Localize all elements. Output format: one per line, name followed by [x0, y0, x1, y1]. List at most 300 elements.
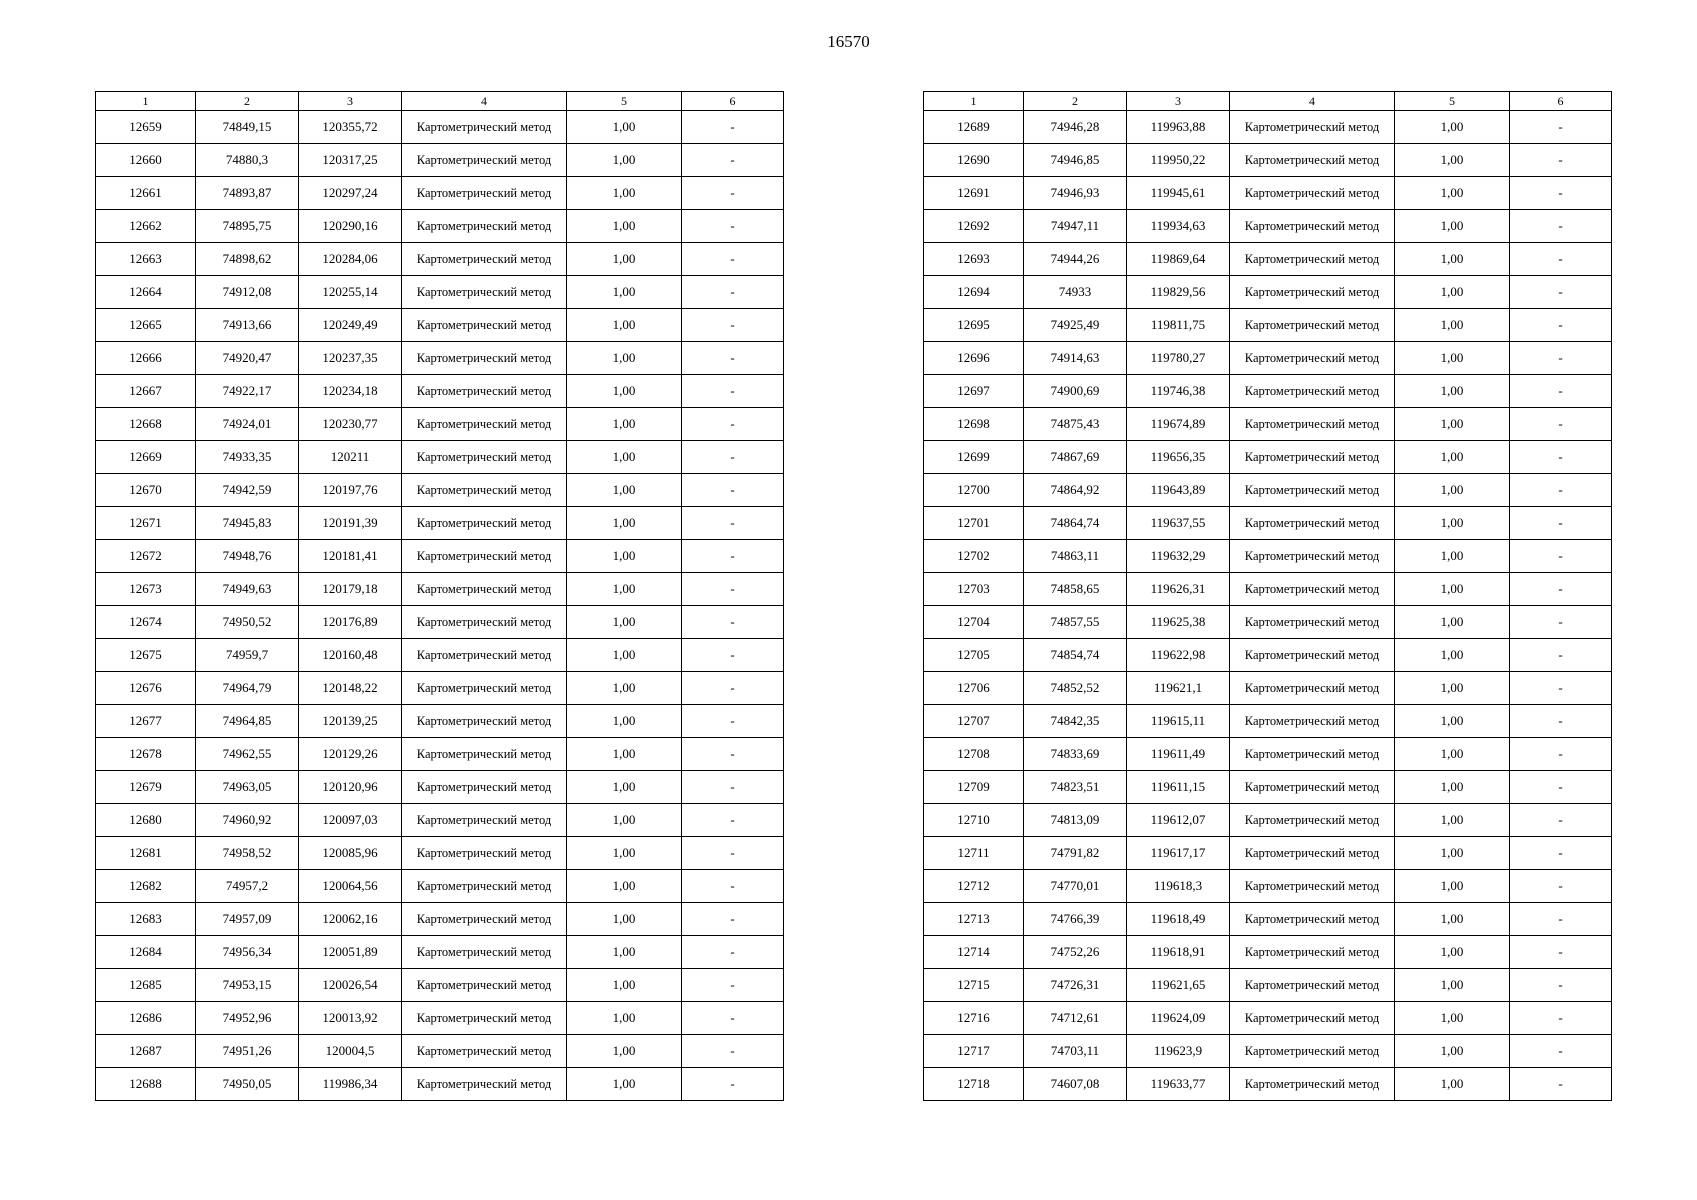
- table-cell: 12660: [96, 144, 196, 177]
- table-cell: Картометрический метод: [402, 342, 567, 375]
- table-cell: 12694: [924, 276, 1024, 309]
- table-cell: 119637,55: [1127, 507, 1230, 540]
- table-cell: 74956,34: [196, 936, 299, 969]
- table-cell: 1,00: [567, 408, 682, 441]
- table-row: [924, 1068, 1612, 1101]
- table-cell: Картометрический метод: [402, 408, 567, 441]
- table-header-row: [924, 92, 1612, 111]
- table-cell: 12701: [924, 507, 1024, 540]
- table-cell: 12704: [924, 606, 1024, 639]
- table-cell: 1,00: [567, 177, 682, 210]
- table-cell: 74857,55: [1024, 606, 1127, 639]
- column-header: 1: [96, 92, 196, 111]
- table-cell: 120230,77: [299, 408, 402, 441]
- table-cell: 120249,49: [299, 309, 402, 342]
- table-cell: 119746,38: [1127, 375, 1230, 408]
- table-row: [924, 507, 1612, 540]
- table-cell: 74920,47: [196, 342, 299, 375]
- table-cell: 1,00: [1395, 243, 1510, 276]
- table-cell: Картометрический метод: [402, 705, 567, 738]
- table-cell: Картометрический метод: [402, 672, 567, 705]
- table-row: [96, 672, 784, 705]
- table-cell: -: [1510, 408, 1612, 441]
- table-cell: 1,00: [567, 243, 682, 276]
- table-cell: -: [1510, 177, 1612, 210]
- table-cell: 119934,63: [1127, 210, 1230, 243]
- table-cell: 12709: [924, 771, 1024, 804]
- table-cell: 120148,22: [299, 672, 402, 705]
- table-cell: 1,00: [567, 441, 682, 474]
- table-row: [96, 540, 784, 573]
- table-cell: 119618,3: [1127, 870, 1230, 903]
- table-cell: Картометрический метод: [1230, 111, 1395, 144]
- table-row: [96, 1068, 784, 1101]
- table-cell: Картометрический метод: [402, 507, 567, 540]
- table-row: [924, 177, 1612, 210]
- table-cell: -: [682, 870, 784, 903]
- table-cell: 74945,83: [196, 507, 299, 540]
- table-cell: -: [1510, 540, 1612, 573]
- table-cell: -: [682, 606, 784, 639]
- table-cell: 12667: [96, 375, 196, 408]
- table-cell: 1,00: [567, 210, 682, 243]
- table-cell: 1,00: [1395, 540, 1510, 573]
- table-row: [96, 507, 784, 540]
- table-cell: Картометрический метод: [402, 573, 567, 606]
- table-cell: 1,00: [567, 738, 682, 771]
- table-cell: -: [682, 540, 784, 573]
- table-cell: 74875,43: [1024, 408, 1127, 441]
- table-cell: 120297,24: [299, 177, 402, 210]
- table-cell: 1,00: [1395, 903, 1510, 936]
- table-cell: 1,00: [1395, 672, 1510, 705]
- table-cell: -: [682, 507, 784, 540]
- table-cell: Картометрический метод: [402, 243, 567, 276]
- table-cell: 74766,39: [1024, 903, 1127, 936]
- table-cell: 12666: [96, 342, 196, 375]
- table-row: [924, 837, 1612, 870]
- table-cell: 119618,91: [1127, 936, 1230, 969]
- table-row: [924, 210, 1612, 243]
- table-cell: 12691: [924, 177, 1024, 210]
- table-cell: 12673: [96, 573, 196, 606]
- column-header: 5: [567, 92, 682, 111]
- table-cell: -: [682, 111, 784, 144]
- table-cell: Картометрический метод: [1230, 705, 1395, 738]
- table-row: [96, 144, 784, 177]
- table-cell: 120026,54: [299, 969, 402, 1002]
- table-cell: 12685: [96, 969, 196, 1002]
- table-cell: 12690: [924, 144, 1024, 177]
- table-cell: 1,00: [1395, 606, 1510, 639]
- table-row: [96, 276, 784, 309]
- table-cell: 1,00: [1395, 1035, 1510, 1068]
- table-cell: 12687: [96, 1035, 196, 1068]
- table-cell: -: [1510, 1002, 1612, 1035]
- column-header: 1: [924, 92, 1024, 111]
- table-cell: Картометрический метод: [1230, 1068, 1395, 1101]
- table-cell: Картометрический метод: [402, 771, 567, 804]
- table-cell: 12671: [96, 507, 196, 540]
- table-cell: 1,00: [1395, 342, 1510, 375]
- table-cell: 12689: [924, 111, 1024, 144]
- table-cell: 12665: [96, 309, 196, 342]
- table-cell: 74950,52: [196, 606, 299, 639]
- table-cell: 120120,96: [299, 771, 402, 804]
- table-row: [96, 111, 784, 144]
- table-cell: -: [1510, 606, 1612, 639]
- table-row: [924, 606, 1612, 639]
- table-cell: 119811,75: [1127, 309, 1230, 342]
- table-cell: 74864,92: [1024, 474, 1127, 507]
- table-cell: -: [682, 639, 784, 672]
- table-row: [96, 210, 784, 243]
- table-cell: Картометрический метод: [402, 177, 567, 210]
- table-cell: 119611,49: [1127, 738, 1230, 771]
- table-cell: 12672: [96, 540, 196, 573]
- table-cell: Картометрический метод: [1230, 936, 1395, 969]
- table-cell: -: [1510, 672, 1612, 705]
- table-row: [924, 903, 1612, 936]
- table-cell: 1,00: [567, 870, 682, 903]
- table-row: [96, 309, 784, 342]
- table-cell: 12678: [96, 738, 196, 771]
- table-cell: 120051,89: [299, 936, 402, 969]
- table-cell: 74957,09: [196, 903, 299, 936]
- table-row: [924, 639, 1612, 672]
- table-cell: 1,00: [1395, 111, 1510, 144]
- table-cell: -: [1510, 1068, 1612, 1101]
- table-header-row: [96, 92, 784, 111]
- table-cell: 12682: [96, 870, 196, 903]
- table-cell: 74607,08: [1024, 1068, 1127, 1101]
- table-cell: 120062,16: [299, 903, 402, 936]
- column-header: 2: [196, 92, 299, 111]
- table-cell: -: [682, 1068, 784, 1101]
- table-cell: -: [1510, 1035, 1612, 1068]
- table-cell: 12663: [96, 243, 196, 276]
- table-cell: 1,00: [1395, 441, 1510, 474]
- table-row: [96, 738, 784, 771]
- table-cell: 74958,52: [196, 837, 299, 870]
- table-row: [96, 606, 784, 639]
- table-cell: 12699: [924, 441, 1024, 474]
- table-cell: 74953,15: [196, 969, 299, 1002]
- table-cell: Картометрический метод: [1230, 969, 1395, 1002]
- table-cell: -: [1510, 474, 1612, 507]
- table-cell: 1,00: [567, 474, 682, 507]
- table-row: [96, 771, 784, 804]
- table-row: [96, 375, 784, 408]
- table-cell: Картометрический метод: [1230, 837, 1395, 870]
- table-row: [924, 111, 1612, 144]
- table-cell: 120284,06: [299, 243, 402, 276]
- table-row: [924, 276, 1612, 309]
- table-cell: 12717: [924, 1035, 1024, 1068]
- table-cell: 1,00: [1395, 309, 1510, 342]
- table-cell: 119869,64: [1127, 243, 1230, 276]
- table-cell: 120085,96: [299, 837, 402, 870]
- table-cell: -: [682, 771, 784, 804]
- table-cell: -: [1510, 573, 1612, 606]
- table-cell: 74946,28: [1024, 111, 1127, 144]
- table-cell: 1,00: [1395, 837, 1510, 870]
- table-cell: 1,00: [1395, 210, 1510, 243]
- table-cell: Картометрический метод: [402, 738, 567, 771]
- table-cell: 1,00: [1395, 474, 1510, 507]
- table-cell: Картометрический метод: [402, 474, 567, 507]
- table-body: [96, 111, 784, 1101]
- table-cell: 12670: [96, 474, 196, 507]
- table-cell: 120179,18: [299, 573, 402, 606]
- table-cell: 120290,16: [299, 210, 402, 243]
- table-cell: 74933: [1024, 276, 1127, 309]
- table-cell: Картометрический метод: [402, 540, 567, 573]
- table-cell: Картометрический метод: [402, 936, 567, 969]
- table-row: [924, 540, 1612, 573]
- table-cell: 119615,11: [1127, 705, 1230, 738]
- table-cell: 12679: [96, 771, 196, 804]
- table-cell: 1,00: [1395, 870, 1510, 903]
- table-cell: 120234,18: [299, 375, 402, 408]
- table-cell: 12675: [96, 639, 196, 672]
- table-cell: -: [1510, 144, 1612, 177]
- table-cell: 120191,39: [299, 507, 402, 540]
- table-cell: -: [1510, 771, 1612, 804]
- table-cell: -: [1510, 639, 1612, 672]
- table-row: [924, 573, 1612, 606]
- table-cell: 119780,27: [1127, 342, 1230, 375]
- table-cell: Картометрический метод: [1230, 177, 1395, 210]
- table-row: [924, 1002, 1612, 1035]
- table-cell: 74893,87: [196, 177, 299, 210]
- table-row: [924, 936, 1612, 969]
- table-row: [96, 804, 784, 837]
- table-cell: -: [682, 243, 784, 276]
- table-cell: Картометрический метод: [1230, 309, 1395, 342]
- table-cell: 74952,96: [196, 1002, 299, 1035]
- table-cell: 1,00: [567, 837, 682, 870]
- table-cell: 119618,49: [1127, 903, 1230, 936]
- table-cell: -: [682, 177, 784, 210]
- table-cell: Картометрический метод: [1230, 1002, 1395, 1035]
- table-cell: -: [682, 309, 784, 342]
- table-cell: Картометрический метод: [1230, 606, 1395, 639]
- table-cell: 12696: [924, 342, 1024, 375]
- table-row: [96, 243, 784, 276]
- table-cell: 1,00: [567, 771, 682, 804]
- table-cell: 1,00: [567, 309, 682, 342]
- table-cell: 1,00: [567, 342, 682, 375]
- table-cell: Картометрический метод: [1230, 375, 1395, 408]
- table-row: [924, 1035, 1612, 1068]
- table-row: [96, 936, 784, 969]
- table-cell: 119643,89: [1127, 474, 1230, 507]
- table-cell: -: [1510, 309, 1612, 342]
- table-cell: Картометрический метод: [1230, 1035, 1395, 1068]
- table-cell: 120004,5: [299, 1035, 402, 1068]
- table-cell: 1,00: [567, 276, 682, 309]
- table-cell: 12710: [924, 804, 1024, 837]
- table-body: [924, 111, 1612, 1101]
- table-cell: 1,00: [1395, 408, 1510, 441]
- table-cell: 12668: [96, 408, 196, 441]
- table-cell: -: [682, 936, 784, 969]
- table-cell: Картометрический метод: [402, 639, 567, 672]
- table-cell: 12716: [924, 1002, 1024, 1035]
- table-cell: 12708: [924, 738, 1024, 771]
- table-cell: 12662: [96, 210, 196, 243]
- table-cell: -: [1510, 738, 1612, 771]
- table-cell: Картометрический метод: [1230, 144, 1395, 177]
- table-cell: -: [682, 276, 784, 309]
- table-row: [96, 969, 784, 1002]
- table-cell: 1,00: [1395, 276, 1510, 309]
- table-cell: 120013,92: [299, 1002, 402, 1035]
- table-cell: 74963,05: [196, 771, 299, 804]
- table-cell: -: [682, 144, 784, 177]
- table-cell: 119622,98: [1127, 639, 1230, 672]
- table-row: [96, 705, 784, 738]
- table-cell: 1,00: [1395, 1068, 1510, 1101]
- table-cell: 119611,15: [1127, 771, 1230, 804]
- table-cell: 120181,41: [299, 540, 402, 573]
- table-cell: 120255,14: [299, 276, 402, 309]
- table-cell: 120317,25: [299, 144, 402, 177]
- table-cell: 12706: [924, 672, 1024, 705]
- table-cell: 12700: [924, 474, 1024, 507]
- table-cell: 120097,03: [299, 804, 402, 837]
- table-cell: 74791,82: [1024, 837, 1127, 870]
- table-cell: 12695: [924, 309, 1024, 342]
- table-cell: -: [682, 210, 784, 243]
- table-cell: 74858,65: [1024, 573, 1127, 606]
- table-cell: 12692: [924, 210, 1024, 243]
- table-cell: 119633,77: [1127, 1068, 1230, 1101]
- table-cell: 74912,08: [196, 276, 299, 309]
- table-cell: 120160,48: [299, 639, 402, 672]
- table-cell: 119626,31: [1127, 573, 1230, 606]
- table-cell: 119632,29: [1127, 540, 1230, 573]
- table-cell: Картометрический метод: [1230, 639, 1395, 672]
- table-cell: 119612,07: [1127, 804, 1230, 837]
- table-cell: 12659: [96, 111, 196, 144]
- table-cell: 74880,3: [196, 144, 299, 177]
- page-number: 16570: [827, 32, 870, 51]
- table-row: [924, 705, 1612, 738]
- table-cell: -: [1510, 705, 1612, 738]
- table-cell: Картометрический метод: [1230, 276, 1395, 309]
- table-cell: 119624,09: [1127, 1002, 1230, 1035]
- table-cell: 74712,61: [1024, 1002, 1127, 1035]
- table-cell: 74900,69: [1024, 375, 1127, 408]
- table-cell: 1,00: [1395, 507, 1510, 540]
- table-row: [924, 441, 1612, 474]
- table-cell: 119674,89: [1127, 408, 1230, 441]
- table-cell: 12661: [96, 177, 196, 210]
- table-cell: Картометрический метод: [1230, 441, 1395, 474]
- table-row: [96, 342, 784, 375]
- table-cell: 1,00: [1395, 969, 1510, 1002]
- table-cell: Картометрический метод: [1230, 408, 1395, 441]
- table-cell: -: [682, 837, 784, 870]
- table-cell: -: [682, 408, 784, 441]
- table-cell: Картометрический метод: [402, 111, 567, 144]
- table-cell: 74951,26: [196, 1035, 299, 1068]
- table-cell: -: [1510, 342, 1612, 375]
- table-cell: 74924,01: [196, 408, 299, 441]
- table-cell: 1,00: [567, 936, 682, 969]
- table-cell: -: [682, 1035, 784, 1068]
- table-cell: 74947,11: [1024, 210, 1127, 243]
- table-cell: 12677: [96, 705, 196, 738]
- table-cell: Картометрический метод: [1230, 771, 1395, 804]
- table-cell: 74895,75: [196, 210, 299, 243]
- table-cell: -: [1510, 969, 1612, 1002]
- table-cell: 12684: [96, 936, 196, 969]
- table-cell: 12669: [96, 441, 196, 474]
- table-cell: 74867,69: [1024, 441, 1127, 474]
- table-cell: Картометрический метод: [1230, 540, 1395, 573]
- table-cell: Картометрический метод: [402, 375, 567, 408]
- table-cell: 1,00: [1395, 936, 1510, 969]
- table-cell: Картометрический метод: [402, 1002, 567, 1035]
- table-cell: 12703: [924, 573, 1024, 606]
- table-cell: -: [1510, 441, 1612, 474]
- table-row: [96, 1002, 784, 1035]
- table-cell: 12688: [96, 1068, 196, 1101]
- table-cell: Картометрический метод: [402, 441, 567, 474]
- table-cell: 120176,89: [299, 606, 402, 639]
- table-cell: 12713: [924, 903, 1024, 936]
- table-cell: Картометрический метод: [1230, 738, 1395, 771]
- table-cell: Картометрический метод: [402, 1035, 567, 1068]
- column-header: 6: [1510, 92, 1612, 111]
- column-header: 4: [402, 92, 567, 111]
- table-cell: 1,00: [567, 672, 682, 705]
- table-cell: 1,00: [567, 969, 682, 1002]
- table-cell: Картометрический метод: [1230, 342, 1395, 375]
- table-cell: Картометрический метод: [402, 309, 567, 342]
- table-cell: 119963,88: [1127, 111, 1230, 144]
- table-cell: 12693: [924, 243, 1024, 276]
- table-row: [924, 309, 1612, 342]
- table-cell: Картометрический метод: [1230, 573, 1395, 606]
- table-cell: -: [682, 474, 784, 507]
- table-row: [924, 672, 1612, 705]
- table-row: [96, 639, 784, 672]
- coordinates-table-right: [923, 91, 1612, 1101]
- table-cell: -: [1510, 804, 1612, 837]
- table-cell: 1,00: [567, 375, 682, 408]
- table-cell: 74842,35: [1024, 705, 1127, 738]
- table-cell: -: [682, 573, 784, 606]
- table-cell: 1,00: [567, 144, 682, 177]
- table-cell: -: [682, 672, 784, 705]
- coordinates-table-left: [95, 91, 784, 1101]
- table-cell: 12686: [96, 1002, 196, 1035]
- table-cell: 74933,35: [196, 441, 299, 474]
- table-cell: 1,00: [1395, 705, 1510, 738]
- table-cell: 74854,74: [1024, 639, 1127, 672]
- table-row: [96, 408, 784, 441]
- table-cell: 74959,7: [196, 639, 299, 672]
- table-cell: 12715: [924, 969, 1024, 1002]
- table-cell: 74946,85: [1024, 144, 1127, 177]
- table-cell: Картометрический метод: [1230, 870, 1395, 903]
- table-cell: 74949,63: [196, 573, 299, 606]
- table-cell: -: [1510, 243, 1612, 276]
